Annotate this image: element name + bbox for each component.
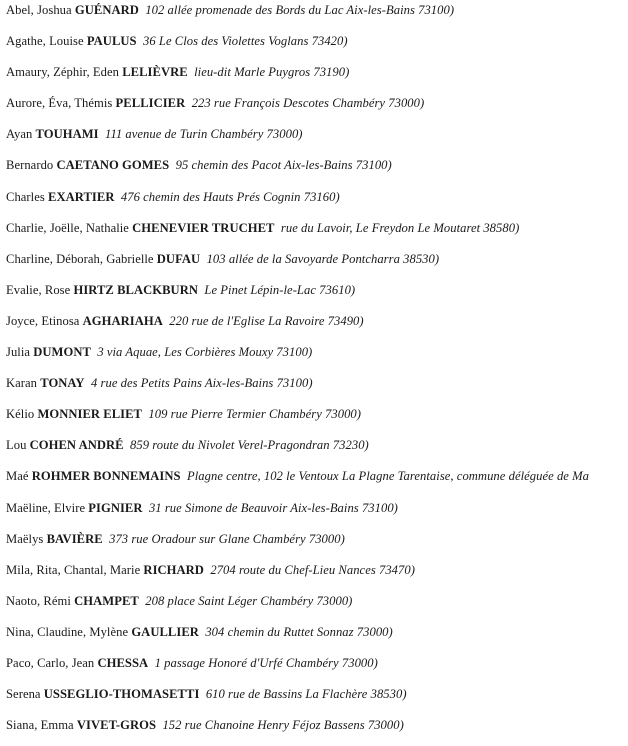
family-name: MONNIER ELIET [37, 407, 143, 422]
given-names: Agathe, Louise [6, 34, 84, 49]
given-names: Siana, Emma [6, 718, 74, 733]
address: 4 rue des Petits Pains Aix-les-Bains 73100) [90, 376, 313, 391]
given-names: Julia [6, 345, 31, 360]
family-name: COHEN ANDRÉ [29, 438, 124, 453]
address: 223 rue François Descotes Chambéry 73000) [191, 96, 425, 111]
list-item [6, 311, 628, 342]
list-item [6, 622, 628, 653]
address: 36 Le Clos des Violettes Voglans 73420) [143, 34, 348, 49]
given-names: Naoto, Rémi [6, 593, 71, 608]
family-name: PELLICIER [115, 96, 186, 111]
family-name: CAETANO GOMES [56, 158, 170, 173]
given-names: Aurore, Éva, Thémis [6, 96, 113, 111]
list-item [6, 155, 628, 186]
given-names: Charline, Déborah, Gabrielle [6, 251, 154, 266]
given-names: Abel, Joshua [6, 3, 72, 17]
address: 476 chemin des Hauts Prés Cognin 73160) [120, 189, 340, 204]
list-item [6, 0, 628, 31]
list-item [6, 715, 628, 746]
family-name: PIGNIER [88, 500, 143, 515]
list-item [6, 280, 628, 311]
given-names: Maëlys [6, 531, 44, 546]
family-name: TOUHAMI [35, 127, 99, 142]
address: 102 allée promenade des Bords du Lac Aix-les-Bains 73100) [145, 3, 455, 17]
address: Plagne centre, 102 le Ventoux La Plagne Tarentaise, commune déléguée de Ma [186, 469, 590, 484]
family-name: TONAY [40, 376, 85, 391]
given-names: Charles [6, 189, 45, 204]
list-item [6, 124, 628, 155]
given-names: Amaury, Zéphir, Eden [6, 65, 119, 80]
address: 373 rue Oradour sur Glane Chambéry 73000) [109, 531, 345, 546]
given-names: Ayan [6, 127, 33, 142]
list-item [6, 684, 628, 715]
address: 109 rue Pierre Termier Chambéry 73000) [148, 407, 362, 422]
given-names: Maëline, Elvire [6, 500, 86, 515]
list-item [6, 62, 628, 93]
family-name: LELIÈVRE [122, 65, 188, 80]
list-item [6, 93, 628, 124]
list-item [6, 653, 628, 684]
address: 31 rue Simone de Beauvoir Aix-les-Bains 73100) [148, 500, 398, 515]
given-names: Kélio [6, 407, 35, 422]
family-name: VIVET-GROS [76, 718, 157, 733]
address: 3 via Aquae, Les Corbières Mouxy 73100) [97, 345, 313, 360]
address: 152 rue Chanoine Henry Féjoz Bassens 73000) [162, 718, 404, 733]
list-item [6, 529, 628, 560]
given-names: Karan [6, 376, 38, 391]
family-name: CHAMPET [74, 593, 139, 608]
address: 859 route du Nivolet Verel-Pragondran 73230) [130, 438, 369, 453]
address: 103 allée de la Savoyarde Pontcharra 38530) [206, 251, 440, 266]
address: 1 passage Honoré d'Urfé Chambéry 73000) [154, 655, 378, 670]
family-name: CHENEVIER TRUCHET [132, 220, 275, 235]
given-names: Charlie, Joëlle, Nathalie [6, 220, 129, 235]
family-name: EXARTIER [48, 189, 115, 204]
list-item [6, 498, 628, 529]
address: 2704 route du Chef-Lieu Nances 73470) [210, 562, 415, 577]
family-name: PAULUS [86, 34, 137, 49]
family-name: HIRTZ BLACKBURN [73, 282, 198, 297]
list-item [6, 404, 628, 435]
given-names: Paco, Carlo, Jean [6, 655, 95, 670]
family-name: DUMONT [33, 345, 91, 360]
list-item [6, 31, 628, 62]
list-item [6, 466, 628, 497]
given-names: Nina, Claudine, Mylène [6, 624, 129, 639]
family-name: DUFAU [156, 251, 201, 266]
address: lieu-dit Marle Puygros 73190) [194, 65, 350, 80]
given-names: Lou [6, 438, 27, 453]
family-name: ROHMER BONNEMAINS [31, 469, 181, 484]
given-names: Joyce, Etinosa [6, 313, 80, 328]
list-item [6, 435, 628, 466]
list-item [6, 560, 628, 591]
family-name: CHESSA [97, 655, 149, 670]
family-name: USSEGLIO-THOMASETTI [43, 687, 200, 702]
list-item [6, 591, 628, 622]
address: 220 rue de l'Eglise La Ravoire 73490) [169, 313, 364, 328]
family-name: AGHARIAHA [82, 313, 163, 328]
family-name: RICHARD [143, 562, 204, 577]
address: Le Pinet Lépin-le-Lac 73610) [204, 282, 356, 297]
address: 111 avenue de Turin Chambéry 73000) [105, 127, 303, 142]
given-names: Serena [6, 687, 41, 702]
list-item [6, 342, 628, 373]
given-names: Mila, Rita, Chantal, Marie [6, 562, 141, 577]
address: 95 chemin des Pacot Aix-les-Bains 73100) [175, 158, 392, 173]
family-name: GUÉNARD [74, 3, 139, 17]
family-name: GAULLIER [131, 624, 199, 639]
address: 304 chemin du Ruttet Sonnaz 73000) [205, 624, 393, 639]
family-name: BAVIÈRE [46, 531, 103, 546]
given-names: Bernardo [6, 158, 54, 173]
address: rue du Lavoir, Le Freydon Le Moutaret 38580) [280, 220, 520, 235]
list-item [6, 218, 628, 249]
list-item [6, 373, 628, 404]
given-names: Maé [6, 469, 29, 484]
given-names: Evalie, Rose [6, 282, 71, 297]
list-item [6, 249, 628, 280]
address: 208 place Saint Léger Chambéry 73000) [145, 593, 353, 608]
list-item [6, 187, 628, 218]
address: 610 rue de Bassins La Flachère 38530) [205, 687, 407, 702]
name-address-list [6, 0, 628, 746]
